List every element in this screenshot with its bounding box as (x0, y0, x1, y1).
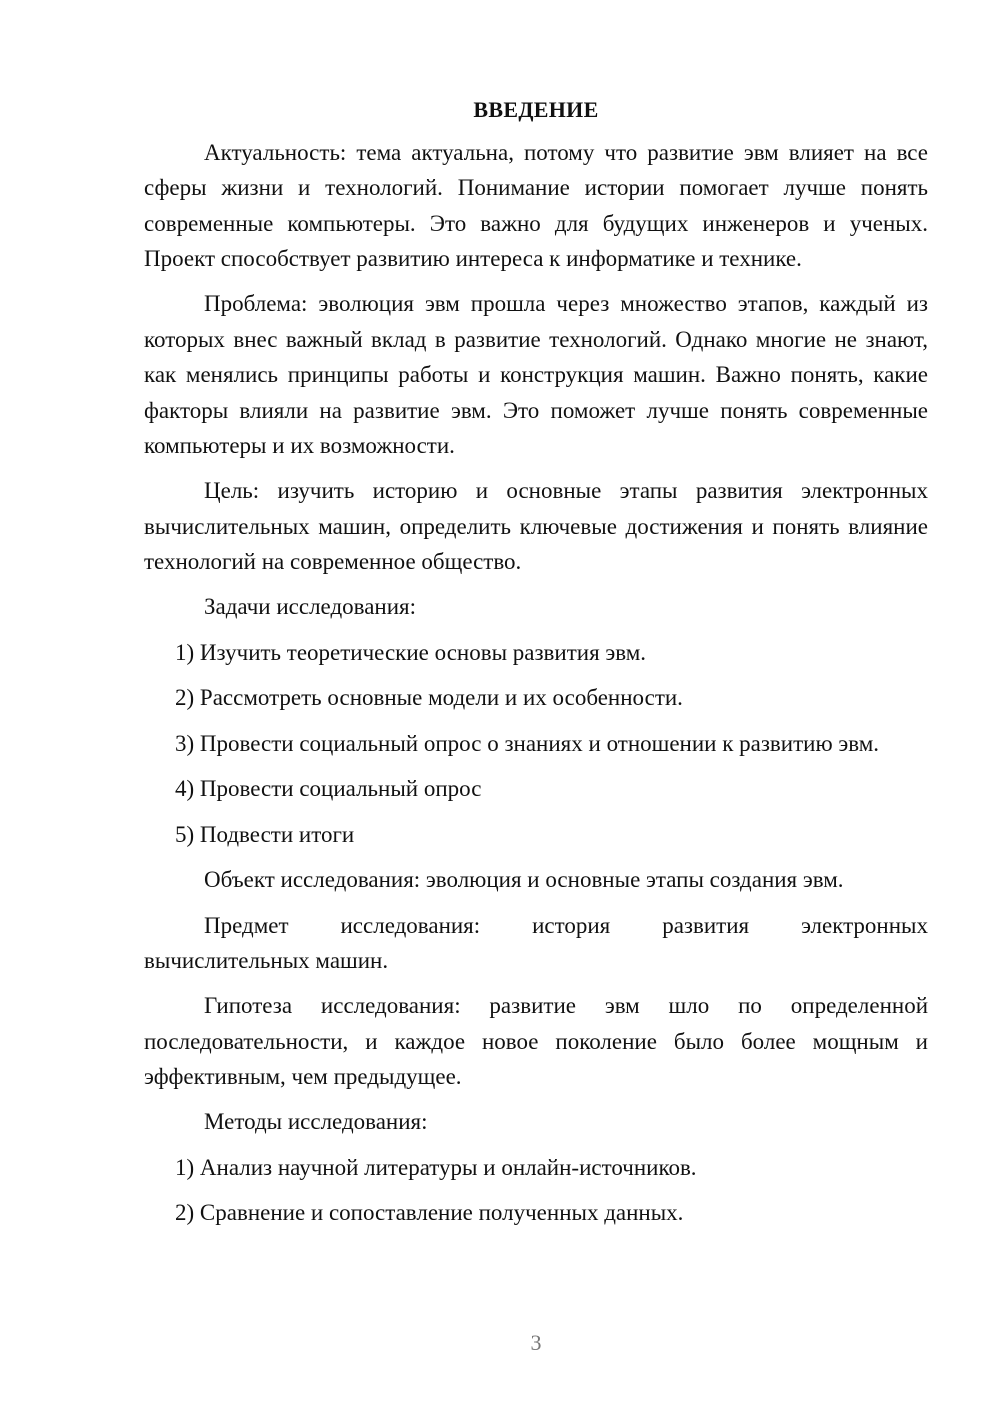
method-item-2: 2) Сравнение и сопоставление полученных данных. (175, 1200, 684, 1225)
methods-heading: Методы исследования: (204, 1109, 428, 1134)
object-paragraph: Объект исследования: эволюция и основные этапы создания эвм. (204, 867, 844, 892)
task-item-2: 2) Рассмотреть основные модели и их особенности. (175, 685, 683, 710)
page-text-body (144, 92, 928, 1241)
page-number: 3 (530, 1330, 542, 1355)
method-item-1: 1) Анализ научной литературы и онлайн-источников. (175, 1154, 697, 1180)
task-item-4: 4) Провести социальный опрос (175, 776, 482, 801)
hypothesis-paragraph: Гипотеза исследования: развитие эвм шло по определенной последовательности, и каждое новое поколение было более мощным и эффективным, чем предыдущее. (144, 993, 928, 1089)
subject-line-1: Предмет исследования: история развития электронных (204, 912, 928, 938)
goal-paragraph: Цель: изучить историю и основные этапы развития электронных вычислительных машин, определить ключевые достижения и понять влияние технологий на современное общество. (144, 478, 928, 574)
task-item-3: 3) Провести социальный опрос о знаниях и отношении к развитию эвм. (175, 730, 880, 756)
page-title: ВВЕДЕНИЕ (473, 97, 599, 122)
task-item-5: 5) Подвести итоги (175, 821, 355, 847)
relevance-paragraph: Актуальность: тема актуальна, потому что развитие эвм влияет на все сферы жизни и технологий. Понимание истории помогает лучше понять современные компьютеры. Это важно для будущих инженеров и ученых. Проект способствует развитию интереса к информатике и технике. (144, 139, 928, 271)
task-item-1: 1) Изучить теоретические основы развития эвм. (175, 639, 647, 665)
subject-paragraph (144, 908, 928, 979)
problem-paragraph: Проблема: эволюция эвм прошла через множество этапов, каждый из которых внес важный вклад в развитие технологий. Однако многие не знают, как менялись принципы работы и конструкция машин. Важно понять, какие факторы влияли на развитие эвм. Это поможет лучше понять современные компьютеры и их возможности. (144, 291, 928, 458)
tasks-heading: Задачи исследования: (204, 594, 417, 619)
subject-line-2: вычислительных машин. (144, 948, 389, 973)
